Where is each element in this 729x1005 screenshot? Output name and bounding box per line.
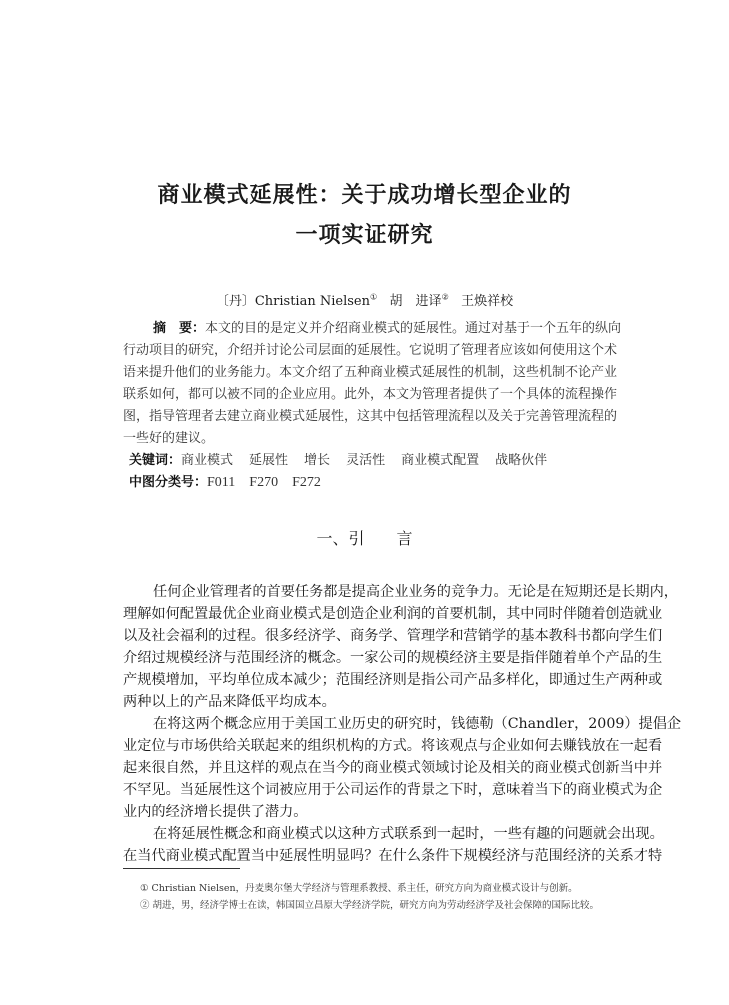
body-line: 理解如何配置最优企业商业模式是创造企业利润的首要机制，其中同时伴随着创造就业 [123, 606, 663, 622]
keyword: 灵活性 [346, 453, 386, 468]
classification-codes: F011 F270 F272 [207, 475, 321, 490]
keyword: 商业模式配置 [401, 453, 480, 468]
body-line: 介绍过规模经济与范围经济的概念。一家公司的规模经济主要是指伴随着单个产品的生 [123, 650, 663, 666]
author-name: Christian Nielsen [254, 294, 370, 309]
keywords-label: 关键词： [129, 453, 182, 468]
keyword: 增长 [304, 453, 331, 468]
body-line: 业定位与市场供给关联起来的组织机构的方式。将该观点与企业如何去赚钱放在一起看 [123, 738, 663, 754]
abstract-line: 语来提升他们的业务能力。本文介绍了五种商业模式延展性的机制，这些机制不论产业 [123, 365, 618, 380]
classification-label: 中图分类号： [129, 475, 208, 490]
body-line: 业内的经济增长提供了潜力。 [123, 804, 308, 820]
abstract-line: 一些好的建议。 [123, 431, 215, 446]
body-line: 产规模增加，平均单位成本减少；范围经济则是指公司产品多样化，即通过生产两种或 [123, 672, 663, 688]
body-text [123, 581, 682, 867]
body-line: 以及社会福利的过程。很多经济学、商务学、管理学和营销学的基本教科书都向学生们 [123, 628, 663, 644]
title-line-2: 一项实证研究 [295, 223, 434, 248]
body-line: 在将延展性概念和商业模式以这种方式联系到一起时，一些有趣的问题就会出现。 [153, 826, 664, 842]
section-heading: 一、引 言 [316, 529, 413, 548]
title-line-1: 商业模式延展性：关于成功增长型企业的 [157, 183, 572, 208]
reviewer: 王焕祥校 [461, 294, 514, 309]
body-line: 不罕见。当延展性这个词被应用于公司运作的背景之下时，意味着当下的商业模式为企 [123, 782, 663, 798]
body-line: 在将这两个概念应用于美国工业历史的研究时，钱德勒（Chandler，2009）提倡企 [153, 716, 682, 732]
footnote-mark-2: ② [441, 292, 449, 302]
translator: 胡 进译 [389, 294, 442, 309]
body-line: 任何企业管理者的首要任务都是提高企业业务的竞争力。无论是在短期还是长期内， [153, 584, 678, 600]
keywords [123, 450, 609, 472]
abstract-line: 联系如何，都可以被不同的企业应用。此外，本文为管理者提供了一个具体的流程操作 [123, 387, 618, 402]
footnote-1: ① Christian Nielsen，丹麦奥尔堡大学经济与管理系教授、系主任，研究方向为商业模式设计与创新。 [140, 883, 578, 894]
authors [0, 290, 729, 309]
body-line: 两种以上的产品来降低平均成本。 [123, 694, 336, 710]
abstract-label: 摘 要： [153, 321, 206, 336]
classification [123, 472, 609, 494]
country-prefix: 〔丹〕 [215, 294, 255, 309]
footnote-divider [123, 868, 240, 869]
keyword: 战略伙伴 [495, 453, 548, 468]
footnote-2: ② 胡进，男，经济学博士在读，韩国国立昌原大学经济学院，研究方向为劳动经济学及社会保障的国际比较。 [140, 900, 600, 911]
abstract-line: 图，指导管理者去建立商业模式延展性，这其中包括管理流程以及关于完善管理流程的 [123, 409, 618, 424]
keyword: 延展性 [249, 453, 289, 468]
body-line: 在当代商业模式配置当中延展性明显吗？在什么条件下规模经济与范围经济的关系才特 [123, 848, 663, 864]
abstract [123, 318, 622, 494]
body-line: 起来很自然，并且这样的观点在当今的商业模式领域讨论及相关的商业模式创新当中并 [123, 760, 663, 776]
abstract-line: 行动项目的研究，介绍并讨论公司层面的延展性。它说明了管理者应该如何使用这个术 [123, 343, 618, 358]
footnote-mark-1: ① [369, 292, 378, 302]
keyword: 商业模式 [181, 453, 234, 468]
abstract-line: 本文的目的是定义并介绍商业模式的延展性。通过对基于一个五年的纵向 [205, 321, 622, 336]
